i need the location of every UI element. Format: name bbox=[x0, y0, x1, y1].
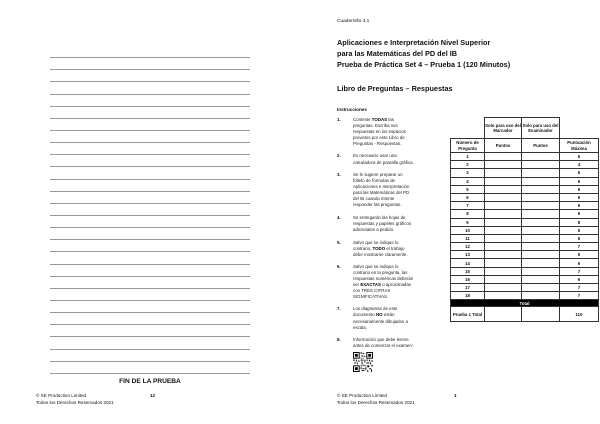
marker-points-cell[interactable] bbox=[485, 284, 522, 292]
right-footer bbox=[337, 393, 415, 406]
instruction-text bbox=[353, 215, 415, 233]
right-footer-rights: Todos los Derechos Reservados 2021 bbox=[337, 399, 415, 405]
question-number-cell: 14 bbox=[451, 259, 485, 267]
examiner-points-cell[interactable] bbox=[522, 193, 560, 201]
examiner-points-cell[interactable] bbox=[522, 234, 560, 242]
question-number-cell: 17 bbox=[451, 284, 485, 292]
table-corner-right bbox=[560, 118, 599, 139]
question-number-cell: 5 bbox=[451, 185, 485, 193]
max-score-cell: 4 bbox=[560, 161, 599, 169]
instruction-text bbox=[353, 153, 415, 165]
answer-line bbox=[50, 192, 250, 204]
answer-line bbox=[50, 228, 250, 240]
instruction-number: 3. bbox=[337, 171, 341, 177]
answer-line bbox=[50, 70, 250, 82]
marker-points-cell[interactable] bbox=[485, 210, 522, 218]
answer-line bbox=[50, 131, 250, 143]
total-label: Total bbox=[451, 300, 599, 307]
marker-points-cell[interactable] bbox=[485, 153, 522, 161]
qr-code bbox=[353, 352, 373, 372]
answer-line bbox=[50, 362, 250, 374]
question-number-cell: 15 bbox=[451, 267, 485, 275]
instruction-text-part: Es necesario usar una calculadora de pantalla gráfica. bbox=[353, 153, 414, 165]
instruction-text bbox=[353, 240, 415, 258]
instruction-text bbox=[353, 117, 415, 147]
max-score-cell: 6 bbox=[560, 185, 599, 193]
max-score-cell: 5 bbox=[560, 226, 599, 234]
max-score-cell: 7 bbox=[560, 284, 599, 292]
answer-line bbox=[50, 216, 250, 228]
question-number-cell: 12 bbox=[451, 243, 485, 251]
examiner-points-cell[interactable] bbox=[522, 218, 560, 226]
max-score-cell: 6 bbox=[560, 153, 599, 161]
answer-lines bbox=[50, 46, 250, 374]
table-row bbox=[451, 193, 599, 201]
table-row bbox=[451, 251, 599, 259]
marker-points-cell[interactable] bbox=[485, 267, 522, 275]
marker-points-cell[interactable] bbox=[485, 275, 522, 283]
examiner-points-cell[interactable] bbox=[522, 275, 560, 283]
instruction-text bbox=[353, 306, 415, 330]
max-score-cell: 5 bbox=[560, 251, 599, 259]
instruction-text bbox=[353, 172, 415, 209]
table-row bbox=[451, 267, 599, 275]
instruction-text-part: Conteste bbox=[353, 117, 372, 122]
instruction-number: 1. bbox=[337, 117, 341, 122]
instruction-item bbox=[337, 117, 415, 147]
question-number-cell: 10 bbox=[451, 226, 485, 234]
max-score-cell: 6 bbox=[560, 169, 599, 177]
marker-total-cell[interactable] bbox=[485, 307, 522, 322]
table-row bbox=[451, 275, 599, 283]
table-row bbox=[451, 153, 599, 161]
instruction-number: 7. bbox=[337, 306, 341, 312]
examiner-points-cell[interactable] bbox=[522, 177, 560, 185]
instruction-text-part: están necesariamente dibujados a escala. bbox=[353, 312, 408, 330]
question-number-cell: 4 bbox=[451, 177, 485, 185]
final-total-label: Prueba 1 Total bbox=[451, 307, 485, 322]
answer-line bbox=[50, 289, 250, 301]
instruction-item bbox=[337, 172, 415, 209]
right-page-number: 1 bbox=[454, 393, 457, 398]
instructions-heading: Instrucciones bbox=[337, 107, 367, 112]
instruction-text-part: o aproximadas con TRES CIFRAS SIGNIFICATIVAS. bbox=[353, 282, 412, 300]
examiner-points-cell[interactable] bbox=[522, 153, 560, 161]
question-number-cell: 11 bbox=[451, 234, 485, 242]
right-page bbox=[300, 0, 600, 424]
examiner-points-cell[interactable] bbox=[522, 169, 560, 177]
answer-line bbox=[50, 337, 250, 349]
examiner-points-cell[interactable] bbox=[522, 185, 560, 193]
answer-line bbox=[50, 167, 250, 179]
end-of-test-label: FIN DE LA PRUEBA bbox=[119, 378, 181, 385]
instruction-item bbox=[337, 153, 415, 165]
instruction-text-part: Los diagramas de este documento bbox=[353, 306, 398, 318]
table-row bbox=[451, 259, 599, 267]
table-row bbox=[451, 234, 599, 242]
instruction-text-part: el trabajo debe mostrarse claramente. bbox=[353, 245, 408, 257]
marker-points-cell[interactable] bbox=[485, 193, 522, 201]
instruction-text-part: las preguntas. Escriba sus respuestas en los espacios provistos por este Libro de Preguntas - Respuestas. bbox=[353, 117, 406, 147]
instruction-number: 4. bbox=[337, 215, 341, 221]
instruction-text-part: Información que debe leerse antes de comenzar el examen: bbox=[353, 336, 414, 348]
examiner-points-cell[interactable] bbox=[522, 202, 560, 210]
answer-line bbox=[50, 204, 250, 216]
instruction-text bbox=[353, 337, 415, 349]
max-score-cell: 6 bbox=[560, 259, 599, 267]
question-number-cell: 6 bbox=[451, 193, 485, 201]
instruction-number: 5. bbox=[337, 239, 341, 245]
answer-line bbox=[50, 119, 250, 131]
answer-line bbox=[50, 46, 250, 58]
marker-points-cell[interactable] bbox=[485, 202, 522, 210]
instruction-item bbox=[337, 215, 415, 233]
booklet-label: Cuadernillo 4.1 bbox=[337, 19, 370, 24]
instruction-text-part: Se le sugiere preparar un folleto de fórmulas de Aplicaciones e Interpretación para las Matemáticas del PD del IB cuando intente responder las preguntas. bbox=[353, 171, 410, 208]
left-footer bbox=[36, 393, 114, 406]
marker-points-cell[interactable] bbox=[485, 185, 522, 193]
question-number-cell: 13 bbox=[451, 251, 485, 259]
max-score-cell: 6 bbox=[560, 234, 599, 242]
table-row bbox=[451, 177, 599, 185]
answer-line bbox=[50, 313, 250, 325]
table-row bbox=[451, 284, 599, 292]
instruction-text-part: Salvo que se indique lo contrario en la pregunta, las respuestas numéricas deberán ser bbox=[353, 263, 414, 288]
answer-line bbox=[50, 265, 250, 277]
answer-line bbox=[50, 58, 250, 70]
answer-line bbox=[50, 155, 250, 167]
question-number-cell: 8 bbox=[451, 210, 485, 218]
examiner-points-cell[interactable] bbox=[522, 226, 560, 234]
marker-points-cell[interactable] bbox=[485, 259, 522, 267]
table-corner bbox=[451, 118, 485, 139]
marker-points-cell[interactable] bbox=[485, 226, 522, 234]
points-col-header-2: Puntos bbox=[522, 139, 560, 153]
question-col-header: Número de Pregunta bbox=[451, 139, 485, 153]
answer-line bbox=[50, 180, 250, 192]
max-col-header: Puntuación Máxima bbox=[560, 139, 599, 153]
table-row bbox=[451, 169, 599, 177]
instruction-text-part: Se entregarán las hojas de respuestas y papeles gráficos adicionales a pedido. bbox=[353, 215, 412, 233]
max-score-cell: 5 bbox=[560, 193, 599, 201]
right-footer-copyright: © SE Production Limited bbox=[337, 393, 388, 398]
final-total-row bbox=[451, 307, 599, 322]
table-row bbox=[451, 226, 599, 234]
instruction-emphasis: EXACTAS bbox=[360, 282, 381, 288]
max-score-cell: 6 bbox=[560, 202, 599, 210]
examiner-points-cell[interactable] bbox=[522, 161, 560, 169]
question-number-cell: 1 bbox=[451, 153, 485, 161]
answer-line bbox=[50, 107, 250, 119]
examiner-points-cell[interactable] bbox=[522, 284, 560, 292]
max-score-cell: 7 bbox=[560, 292, 599, 300]
max-score-cell: 6 bbox=[560, 210, 599, 218]
page-subtitle: Libro de Preguntas – Respuestas bbox=[337, 84, 453, 93]
max-score-cell: 7 bbox=[560, 267, 599, 275]
question-number-cell: 18 bbox=[451, 292, 485, 300]
instruction-text bbox=[353, 264, 415, 301]
marks-table bbox=[450, 117, 599, 322]
answer-line bbox=[50, 325, 250, 337]
marker-points-cell[interactable] bbox=[485, 177, 522, 185]
marker-points-cell[interactable] bbox=[485, 251, 522, 259]
answer-line bbox=[50, 301, 250, 313]
instruction-text-part: Salvo que se indique lo contrario, bbox=[353, 239, 399, 251]
table-row bbox=[451, 202, 599, 210]
marker-points-cell[interactable] bbox=[485, 169, 522, 177]
title-line-1: Aplicaciones e Interpretación Nivel Superior bbox=[337, 38, 491, 47]
examiner-points-cell[interactable] bbox=[522, 251, 560, 259]
question-number-cell: 2 bbox=[451, 161, 485, 169]
answer-line bbox=[50, 240, 250, 252]
answer-line bbox=[50, 82, 250, 94]
page-title bbox=[337, 37, 577, 70]
instruction-emphasis: TODO bbox=[372, 245, 386, 251]
instruction-item bbox=[337, 240, 415, 258]
max-score-cell: 6 bbox=[560, 275, 599, 283]
examiner-points-cell[interactable] bbox=[522, 243, 560, 251]
answer-line bbox=[50, 95, 250, 107]
table-row bbox=[451, 210, 599, 218]
marker-header: Solo para uso del Marcador bbox=[485, 118, 522, 139]
table-row bbox=[451, 185, 599, 193]
total-row bbox=[451, 300, 599, 307]
examiner-total-cell[interactable] bbox=[522, 307, 560, 322]
answer-line bbox=[50, 277, 250, 289]
final-max-score: 110 bbox=[560, 307, 599, 322]
examiner-points-cell[interactable] bbox=[522, 259, 560, 267]
instruction-emphasis: NO bbox=[375, 312, 383, 318]
examiner-points-cell[interactable] bbox=[522, 210, 560, 218]
instruction-number: 8. bbox=[337, 336, 341, 342]
instructions-list bbox=[337, 117, 415, 349]
marker-points-cell[interactable] bbox=[485, 243, 522, 251]
answer-line bbox=[50, 350, 250, 362]
max-score-cell: 6 bbox=[560, 177, 599, 185]
question-number-cell: 7 bbox=[451, 202, 485, 210]
title-line-3: Prueba de Práctica Set 4 – Prueba 1 (120 Minutos) bbox=[337, 60, 511, 69]
instruction-number: 2. bbox=[337, 153, 341, 159]
instruction-number: 6. bbox=[337, 263, 341, 269]
examiner-points-cell[interactable] bbox=[522, 292, 560, 300]
table-row bbox=[451, 292, 599, 300]
examiner-points-cell[interactable] bbox=[522, 267, 560, 275]
instruction-item bbox=[337, 264, 415, 301]
instruction-emphasis: TODAS bbox=[371, 117, 388, 122]
table-row bbox=[451, 243, 599, 251]
title-line-2: para las Matemáticas del PD del IB bbox=[337, 49, 458, 58]
table-row bbox=[451, 218, 599, 226]
left-page-number: 12 bbox=[150, 393, 156, 398]
examiner-header: Solo para uso del Examinador bbox=[522, 118, 560, 139]
question-number-cell: 9 bbox=[451, 218, 485, 226]
marker-points-cell[interactable] bbox=[485, 292, 522, 300]
left-footer-rights: Todos los Derechos Reservados 2021 bbox=[36, 399, 114, 405]
marker-points-cell[interactable] bbox=[485, 234, 522, 242]
marker-points-cell[interactable] bbox=[485, 218, 522, 226]
max-score-cell: 8 bbox=[560, 218, 599, 226]
points-col-header-1: Puntos bbox=[485, 139, 522, 153]
answer-line bbox=[50, 252, 250, 264]
question-number-cell: 3 bbox=[451, 169, 485, 177]
instruction-item bbox=[337, 337, 415, 349]
answer-line bbox=[50, 143, 250, 155]
question-number-cell: 16 bbox=[451, 275, 485, 283]
instruction-item bbox=[337, 306, 415, 330]
left-footer-copyright: © SE Production Limited bbox=[36, 393, 87, 398]
max-score-cell: 7 bbox=[560, 243, 599, 251]
marker-points-cell[interactable] bbox=[485, 161, 522, 169]
table-row bbox=[451, 161, 599, 169]
